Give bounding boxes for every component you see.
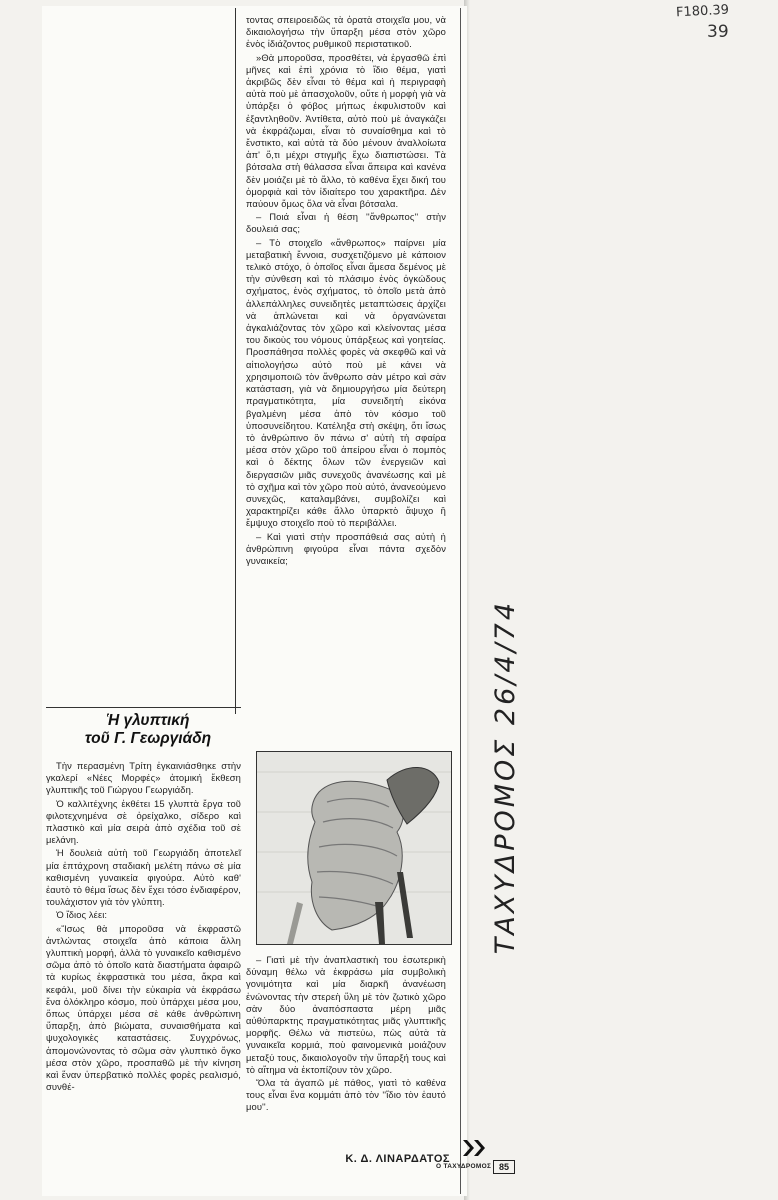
article-headline	[58, 712, 238, 748]
author-signature: Κ. Δ. ΛΙΝΑΡΔΑΤΟΣ	[345, 1153, 450, 1165]
handwritten-ref-number: 39	[707, 22, 729, 42]
article-paragraph: «Ἴσως θὰ μποροῦσα νὰ ἐκφραστῶ ἀντλώντας στοιχεῖα ἀπὸ κάποια ἄλλη γλυπτικὴ μορφή, ἀλλὰ τὸ γυναικεῖο καθισμένο σῶμα ἀπὸ τὸ ὁποῖο κατὰ διαστήματα ἀφαιρῶ τὰ κυρίως ἐκφραστικὰ του μέσα, ἄκρα καὶ κεφάλι, μοῦ δίνει τὴν εὐκαιρία νὰ ἐκφράσω ἕνα ὁλόκληρο κόσμο, ποὺ ὑπάρχει μέσα μου, ὅπως ὑπάρχει μέσα σὲ κάθε ἀνθρώπινη ὕπαρξη, ἀπὸ βιώματα, συναισθήματα καὶ ψυχολογικὲς καταστάσεις. Συγχρόνως, ἀπομονώνοντας τὸ σῶμα σὰν γλυπτικὸ ὄγκο μέσα στὸν χῶρο, προσπαθῶ μὲ τὴν κίνηση καὶ ἕναν ὑπερβατικὸ πολλὲς φορὲς ρεαλισμό, συνθέ-	[46, 922, 241, 1093]
article-paragraph: – Καὶ γιατὶ στὴν προσπάθειά σας αὐτὴ ἡ ἀνθρώπινη φιγούρα εἶναι πάντα σχεδὸν γυναικεία;	[246, 530, 446, 566]
article-paragraph: – Γιατὶ μὲ τὴν ἀναπλαστικὴ του ἐσωτερικὴ δύναμη θέλω νὰ ἐκφράσω μία συμβολικὴ γονιμότητα καὶ μία διαρκῆ ἀνανέωση ἑνώνοντας τὴν στερεὴ ὕλη μὲ τὸν ζωτικὸ χῶρο σὰν δύο ἀναπόσπαστα μέρη μιᾶς αὐθύπαρκτης πραγματικότητας μιᾶς γλυπτικῆς μορφῆς. Θέλω νὰ πιστεύω, πὼς αὐτὰ τὰ γυναικεῖα κορμιά, ποὺ φαινομενικὰ μοιάζουν μεταξύ τους, δικαιολογοῦν τὴν ὕπαρξή τους καὶ τὸ αἴτημα νὰ ἐκτοπίζουν τὸν χῶρο.	[246, 954, 446, 1075]
article-paragraph: Ὅλα τὰ ἀγαπῶ μὲ πάθος, γιατὶ τὸ καθένα τους εἶναι ἕνα κομμάτι ἀπὸ τὸν ''ἴδιο τὸν ἑαυτό μου''.	[246, 1077, 446, 1113]
article-paragraph: – Τὸ στοιχεῖο «ἄνθρωπος» παίρνει μία μεταβατικὴ ἔννοια, συσχετιζόμενο μὲ κάποιον τελικὸ στόχο, ὁ ὁποῖος εἶναι ἄμεσα δεμένος μὲ τὴν σύνθεση καὶ τὸ πλάσιμο ἑνὸς ὀγκώδους σχήματος, ἑνὸς σχήματος, τὸ ὁποῖο μετὰ ἀπὸ ἀλλεπάλληλες συνειδητὲς μεταπτώσεις ἀρχίζει νὰ ἁπλώνεται καὶ νὰ ὀργανώνεται ἀγκαλιάζοντας τὸν χῶρο καὶ κλείνοντας μέσα του δικοὺς του νόμους ὑπάρξεως καὶ γοητείας. Προσπάθησα πολλὲς φορὲς νὰ σκεφθῶ καὶ νὰ αἰτιολογήσω αὐτὸ ποὺ μὲ κάνει νὰ χρησιμοποιῶ τὸν ἄνθρωπο σὰν μέτρο καὶ σὰν κατάσταση, γιὰ νὰ δημιουργήσω μία δεύτερη πραγματικότητα, μία συνειδητὴ εἰκόνα βγαλμένη μέσα ἀπὸ τὸν κόσμο τοῦ ὑποσυνείδητου. Κατέληξα στὴ σκέψη, ὅτι ἴσως τὸ ἀνθρώπινο ὂν πάνω σ' αὐτὴ τὴ σφαίρα μέσα στὸν χῶρο τοῦ ἀπείρου εἶναι ὁ πομπὸς καὶ ὁ δέκτης ὅλων τῶν ἐνεργειῶν καὶ διεργασιῶν μιᾶς συνεχοῦς ἀνανέωσης καὶ μὲ τὸ σχῆμα καὶ τὸν χῶρο ποὺ αὐτό, ἀνανεούμενο συνεχῶς, καταλαμβάνει, συμβολίζει καὶ χαρακτηρίζει κάθε ἄλλο ὑπαρκτὸ ἄψυχο ἢ ἔμψυχο στοιχεῖο ποὺ τὸ περιβάλλει.	[246, 236, 446, 529]
headline-line: τοῦ Γ. Γεωργιάδη	[84, 730, 212, 747]
article-paragraph: Τὴν περασμένη Τρίτη ἐγκαινιάσθηκε στὴν γκαλερί «Νέες Μορφές» ἀτομική ἔκθεση γλυπτικῆς τοῦ Γιώργου Γεωργιάδη.	[46, 760, 241, 796]
article-paragraph: »Θὰ μποροῦσα, προσθέτει, νὰ ἐργασθῶ ἐπὶ μῆνες καὶ ἐπὶ χρόνια τὸ ἴδιο θέμα, γιατὶ ἀκριβῶς δὲν εἶναι τὸ θέμα καὶ ἡ περιγραφὴ αὐτὰ ποὺ μὲ ἀπασχολοῦν, οὔτε ἡ μορφὴ γιὰ νὰ ὑπάρξει ὁ φόβος μήπως ἐκφυλιστοῦν καὶ ἐξαντληθοῦν. Ἀντίθετα, αὐτὸ ποὺ μὲ ἀναγκάζει νὰ ἐκφράζωμαι, εἶναι τὸ συναίσθημα καὶ τὸ ἔνστικτο, καὶ αὐτὰ τὰ δύο μένουν ἀναλλοίωτα ἀπ' ὅ,τι μέχρι στιγμῆς ἔχω διαπιστώσει. Τὰ βότσαλα στὴ θάλασσα εἶναι ἄπειρα καὶ κανένα δὲν μοιάζει μὲ τὸ ἄλλο, τὸ καθένα ἔχει δική του ὀμορφιὰ καὶ τὸν ἰδιαίτερο του χαρακτῆρα. Δὲν παύουν ὅμως ὅλα νὰ εἶναι βότσαλα.	[246, 51, 446, 210]
headline-line: Ἡ γλυπτική	[106, 712, 190, 729]
clipping-edge-rule	[460, 8, 461, 1194]
article-right-column	[246, 14, 446, 568]
article-paragraph: Ὁ ἴδιος λέει:	[56, 909, 108, 921]
publication-name: Ο ΤΑΧΥΔΡΟΜΟΣ	[436, 1163, 492, 1170]
publication-logo-icon	[462, 1138, 488, 1158]
article-left-column	[46, 760, 241, 1094]
article-paragraph: Ἡ δουλειὰ αὐτὴ τοῦ Γεωργιάδη ἀποτελεῖ μία ἑπτάχρονη σταδιακὴ μελέτη πάνω σὲ μία καθισμένη γυναικεία φιγούρα. Αὐτὸ καθ' ἑαυτὸ τὸ θέμα ἴσως δὲν ἔχει τόσο ἐνδιαφέρον, τουλάχιστον γιὰ τὸν γλύπτη.	[46, 847, 241, 908]
article-paragraph: – Ποιά εἶναι ἡ θέση ''ἄνθρωπος'' στὴν δουλειά σας;	[246, 211, 446, 235]
page-number: 85	[493, 1160, 515, 1174]
article-paragraph: τοντας σπειροειδῶς τὰ ὁρατὰ στοιχεῖα μου, νὰ δικαιολογήσω τὴν ὕπαρξη μέσα στὸν χῶρο ἑνὸς ἰδιάζοντος ρυθμικοῦ περιστατικοῦ.	[246, 14, 446, 50]
headline-rule	[46, 707, 241, 708]
handwritten-publication-note: ΤΑΧΥΔΡΟΜΟΣ 26/4/74	[490, 600, 521, 955]
article-paragraph: Ὁ καλλιτέχνης ἐκθέτει 15 γλυπτὰ ἔργα τοῦ φιλοτεχνημένα σὲ ὀρείχαλκο, σίδερο καὶ πλαστικὸ καὶ μία σειρὰ ἀπὸ σχέδια τοῦ σὲ μελάνη.	[46, 797, 241, 846]
article-bottom-column	[246, 954, 446, 1115]
sculpture-photo	[256, 751, 452, 945]
column-rule	[235, 8, 236, 714]
handwritten-ref-code: F180.39	[675, 2, 730, 21]
sculpture-illustration	[257, 752, 451, 944]
